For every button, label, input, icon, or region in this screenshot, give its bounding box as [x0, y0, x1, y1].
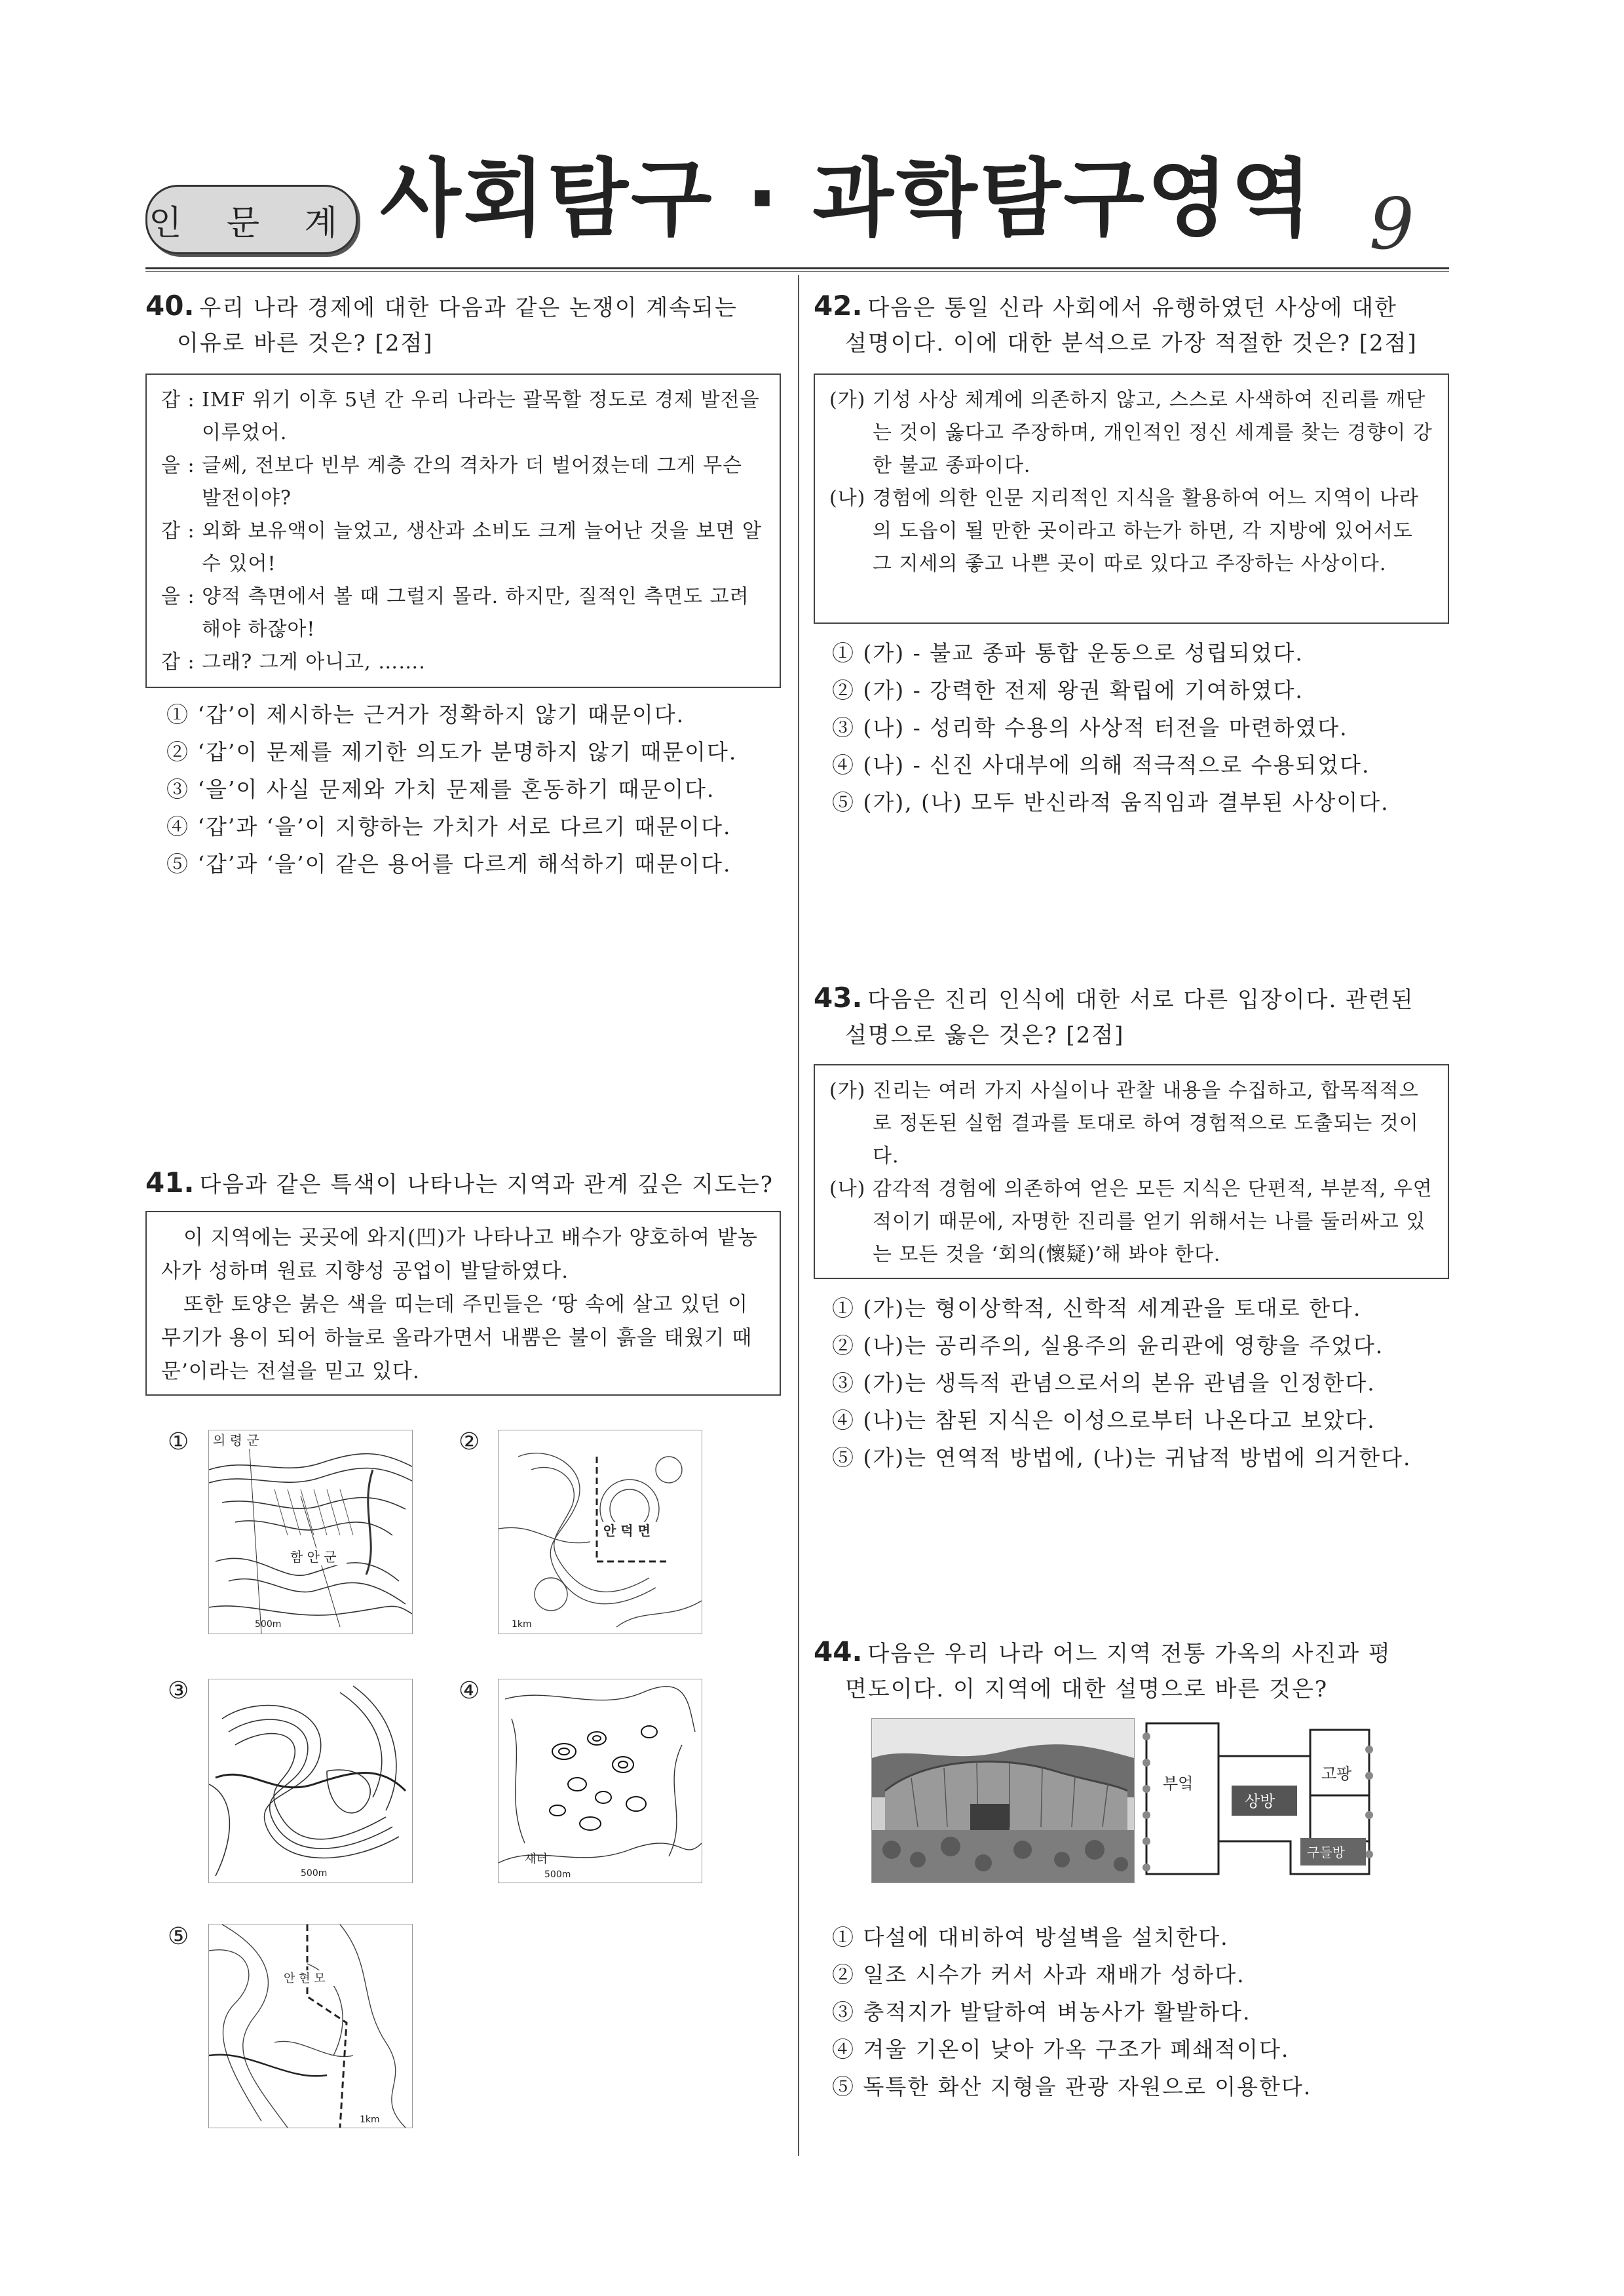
answer-choice[interactable]: ② 일조 시수가 커서 사과 재배가 성하다. — [832, 1962, 1245, 1987]
map-option-label[interactable]: ③ — [168, 1677, 189, 1704]
map-label: 안 현 모 — [284, 1972, 326, 1985]
answer-choice[interactable]: ③ (가)는 생득적 관념으로서의 본유 관념을 인정한다. — [832, 1370, 1376, 1396]
page-title: 사회탐구 · 과학탐구영역 — [380, 150, 1315, 248]
question-41 — [145, 1165, 787, 1202]
header-rule-thin — [145, 271, 1449, 272]
answer-choice[interactable]: ④ 겨울 기온이 낮아 가옥 구조가 폐쇄적이다. — [832, 2037, 1290, 2062]
floorplan-label: 부엌 — [1163, 1774, 1194, 1793]
passage-box — [145, 1211, 781, 1396]
floor-plan — [1140, 1710, 1395, 1887]
item-na: (나) 경험에 의한 인문 지리적인 지식을 활용하여 어느 지역이 나라의 도읍이 될 만한 곳이라고 하는가 하면, 각 지방에 있어서도 그 지세의 좋고 나쁜 곳이 따로 있다고 주장하는 사상이다. — [829, 487, 1419, 575]
question-stem: 다음과 같은 특색이 나타나는 지역과 관계 깊은 지도는? — [199, 1172, 774, 1198]
question-stem-cont: 설명이다. 이에 대한 분석으로 가장 적절한 것은? [2점] — [845, 330, 1418, 356]
dialogue-line: 갑 : IMF 위기 이후 5년 간 우리 나라는 괄목할 정도로 경제 발전을 이루었어. — [161, 389, 760, 444]
question-stem: 우리 나라 경제에 대한 다음과 같은 논쟁이 계속되는 — [199, 295, 738, 321]
traditional-house-photo — [871, 1718, 1135, 1883]
answer-choice[interactable]: ② (나)는 공리주의, 실용주의 윤리관에 영향을 주었다. — [832, 1333, 1384, 1358]
question-42 — [814, 288, 1452, 361]
item-ga: (가) 기성 사상 체계에 의존하지 않고, 스스로 사색하여 진리를 깨닫는 것이 옳다고 주장하며, 개인적인 정신 세계를 찾는 경향이 강한 불교 종파이다. — [829, 389, 1433, 477]
floorplan-label: 고팡 — [1321, 1765, 1352, 1783]
dialogue-line: 을 : 글쎄, 전보다 빈부 계층 간의 격차가 더 벌어졌는데 그게 무슨 발전이야? — [161, 454, 743, 510]
question-40 — [145, 288, 787, 361]
topographic-map-2[interactable] — [498, 1430, 702, 1634]
question-stem: 다음은 통일 신라 사회에서 유행하였던 사상에 대한 — [867, 295, 1397, 321]
map-scale: 500m — [255, 1619, 282, 1630]
topographic-map-5[interactable] — [208, 1924, 413, 2128]
answer-choice[interactable]: ⑤ 독특한 화산 지형을 관광 자원으로 이용한다. — [832, 2074, 1312, 2099]
map-option-label[interactable]: ⑤ — [168, 1923, 189, 1950]
question-number: 40. — [145, 290, 195, 322]
answer-choice[interactable]: ④ (나)는 참된 지식은 이성으로부터 나온다고 보았다. — [832, 1407, 1376, 1433]
answer-choice[interactable]: ① (가) - 불교 종파 통합 운동으로 성립되었다. — [832, 640, 1304, 666]
floorplan-label: 상방 — [1245, 1792, 1275, 1810]
passage-paragraph: 이 지역에는 곳곳에 와지(凹)가 나타나고 배수가 양호하여 밭농사가 성하며 원료 지향성 공업이 발달하였다. — [161, 1226, 758, 1283]
question-stem-cont: 설명으로 옳은 것은? [2점] — [845, 1022, 1125, 1048]
q44-choices — [832, 1919, 1448, 2105]
map-scale: 500m — [544, 1869, 571, 1880]
answer-choice[interactable]: ③ 충적지가 발달하여 벼농사가 활발하다. — [832, 1999, 1251, 2025]
page-number: 9 — [1369, 183, 1414, 265]
question-stem: 다음은 우리 나라 어느 지역 전통 가옥의 사진과 평 — [867, 1641, 1391, 1667]
answer-choice[interactable]: ① 다설에 대비하여 방설벽을 설치한다. — [832, 1924, 1229, 1950]
question-number: 41. — [145, 1166, 195, 1198]
dialogue-line: 갑 : 외화 보유액이 늘었고, 생산과 소비도 크게 늘어난 것을 보면 알 수 있어! — [161, 520, 763, 575]
answer-choice[interactable]: ⑤ ‘갑’과 ‘을’이 같은 용어를 다르게 해석하기 때문이다. — [166, 851, 732, 877]
question-stem-cont: 이유로 바른 것은? [2점] — [177, 330, 434, 356]
question-number: 42. — [814, 290, 863, 322]
answer-choice[interactable]: ① ‘갑’이 제시하는 근거가 정확하지 않기 때문이다. — [166, 702, 685, 727]
map-label: 함 안 군 — [290, 1549, 337, 1565]
q40-choices — [166, 696, 782, 883]
question-number: 43. — [814, 982, 863, 1014]
answer-choice[interactable]: ④ (나) - 신진 사대부에 의해 적극적으로 수용되었다. — [832, 752, 1370, 778]
map-label: 새터 — [525, 1852, 548, 1866]
topographic-map-3[interactable] — [208, 1679, 413, 1883]
q43-choices — [832, 1290, 1448, 1476]
question-stem: 다음은 진리 인식에 대한 서로 다른 입장이다. 관련된 — [867, 987, 1414, 1013]
map-scale: 1km — [360, 2114, 380, 2125]
items-box — [814, 373, 1449, 624]
answer-choice[interactable]: ③ ‘을’이 사실 문제와 가치 문제를 혼동하기 때문이다. — [166, 776, 715, 802]
dialogue-line: 을 : 양적 측면에서 볼 때 그럴지 몰라. 하지만, 질적인 측면도 고려해야 하잖아! — [161, 585, 749, 641]
topographic-map-1[interactable] — [208, 1430, 413, 1634]
q42-choices — [832, 634, 1448, 821]
section-badge: 인 문 계 — [145, 185, 358, 254]
map-scale: 500m — [301, 1868, 328, 1879]
answer-choice[interactable]: ⑤ (가), (나) 모두 반신라적 움직임과 결부된 사상이다. — [832, 790, 1389, 815]
header-rule — [145, 267, 1449, 269]
items-box — [814, 1064, 1449, 1279]
map-option-label[interactable]: ① — [168, 1428, 189, 1455]
question-43 — [814, 980, 1452, 1053]
map-scale: 1km — [512, 1619, 532, 1630]
answer-choice[interactable]: ④ ‘갑’과 ‘을’이 지향하는 가치가 서로 다르기 때문이다. — [166, 814, 732, 839]
question-44 — [814, 1634, 1452, 1707]
column-divider — [798, 275, 799, 2156]
floorplan-label: 구들방 — [1307, 1845, 1345, 1860]
item-ga: (가) 진리는 여러 가지 사실이나 관찰 내용을 수집하고, 합목적적으로 정돈된 실험 결과를 토대로 하여 경험적으로 도출되는 것이다. — [829, 1079, 1419, 1168]
answer-choice[interactable]: ① (가)는 형이상학적, 신학적 세계관을 토대로 한다. — [832, 1295, 1362, 1321]
map-option-label[interactable]: ② — [459, 1428, 480, 1455]
answer-choice[interactable]: ② ‘갑’이 문제를 제기한 의도가 분명하지 않기 때문이다. — [166, 739, 738, 765]
question-stem-cont: 면도이다. 이 지역에 대한 설명으로 바른 것은? — [845, 1676, 1329, 1702]
map-label: 안 덕 면 — [603, 1523, 651, 1539]
question-number: 44. — [814, 1636, 863, 1668]
dialogue-box — [145, 373, 781, 688]
dialogue-line: 갑 : 그래? 그게 아니고, ……. — [161, 651, 426, 674]
answer-choice[interactable]: ③ (나) - 성리학 수용의 사상적 터전을 마련하였다. — [832, 715, 1348, 740]
answer-choice[interactable]: ⑤ (가)는 연역적 방법에, (나)는 귀납적 방법에 의거한다. — [832, 1445, 1412, 1470]
map-label: 의 령 군 — [213, 1432, 259, 1448]
item-na: (나) 감각적 경험에 의존하여 얻은 모든 지식은 단편적, 부분적, 우연적이기 때문에, 자명한 진리를 얻기 위해서는 나를 둘러싸고 있는 모든 것을 ‘회의(懷疑)’해 봐야 한다. — [829, 1177, 1433, 1266]
map-option-label[interactable]: ④ — [459, 1677, 480, 1704]
topographic-map-4[interactable] — [498, 1679, 702, 1883]
answer-choice[interactable]: ② (가) - 강력한 전제 왕권 확립에 기여하였다. — [832, 678, 1304, 703]
passage-paragraph: 또한 토양은 붉은 색을 띠는데 주민들은 ‘땅 속에 살고 있던 이무기가 용이 되어 하늘로 올라가면서 내뿜은 불이 흙을 태웠기 때문’이라는 전설을 믿고 있다. — [161, 1293, 753, 1383]
